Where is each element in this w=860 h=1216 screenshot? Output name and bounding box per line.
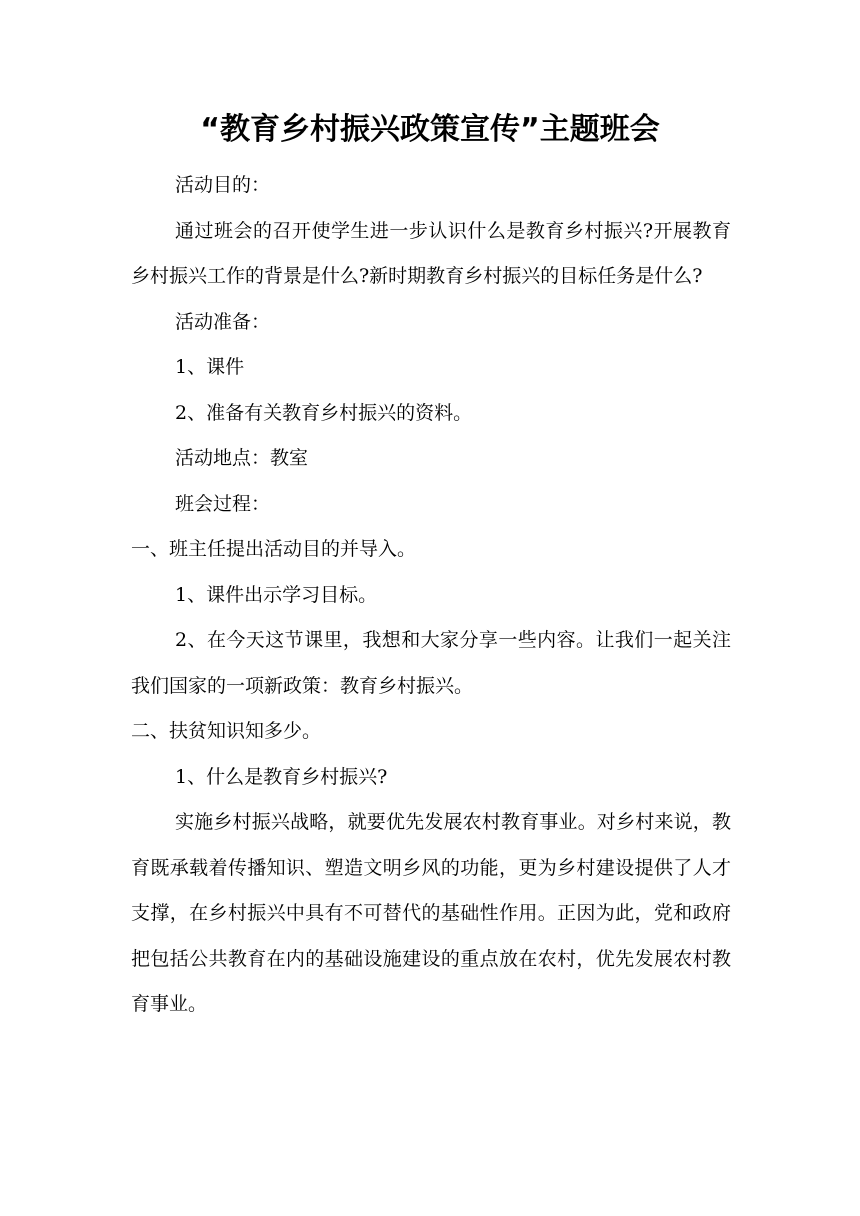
document-title: “教育乡村振兴政策宣传”主题班会 — [200, 112, 660, 147]
section-heading-purpose: 活动目的： — [175, 174, 271, 196]
paragraph-purpose: 通过班会的召开使学生进一步认识什么是教育乡村振兴?开展教育乡村振兴工作的背景是什么?新时期教育乡村振兴的目标任务是什么? — [131, 219, 731, 287]
section-heading-location: 活动地点：教室 — [175, 447, 309, 469]
section-heading-process: 班会过程： — [175, 492, 271, 515]
list-item-preparation-1: 1、课件 — [175, 356, 245, 378]
process-step-1-heading: 一、班主任提出活动目的并导入。 — [131, 538, 417, 560]
list-item-step-1-1: 1、课件出示学习目标。 — [175, 583, 378, 606]
list-item-preparation-2: 2、准备有关教育乡村振兴的资料。 — [175, 401, 473, 424]
paragraph-rural-education: 实施乡村振兴战略，就要优先发展农村教育事业。对乡村来说，教育既承载着传播知识、塑造文明乡风的功能，更为乡村建设提供了人才支撑，在乡村振兴中具有不可替代的基础性作用。正因为此，党和政府把包括公共教育在内的基础设施建设的重点放在农村，优先发展农村教育事业。 — [131, 811, 731, 1015]
document-body — [131, 163, 731, 1028]
section-heading-preparation: 活动准备： — [175, 310, 271, 333]
list-item-step-1-2: 2、在今天这节课里，我想和大家分享一些内容。让我们一起关注我们国家的一项新政策：教育乡村振兴。 — [131, 629, 731, 697]
list-item-step-2-1: 1、什么是教育乡村振兴? — [175, 765, 388, 788]
process-step-2-heading: 二、扶贫知识知多少。 — [131, 720, 322, 742]
